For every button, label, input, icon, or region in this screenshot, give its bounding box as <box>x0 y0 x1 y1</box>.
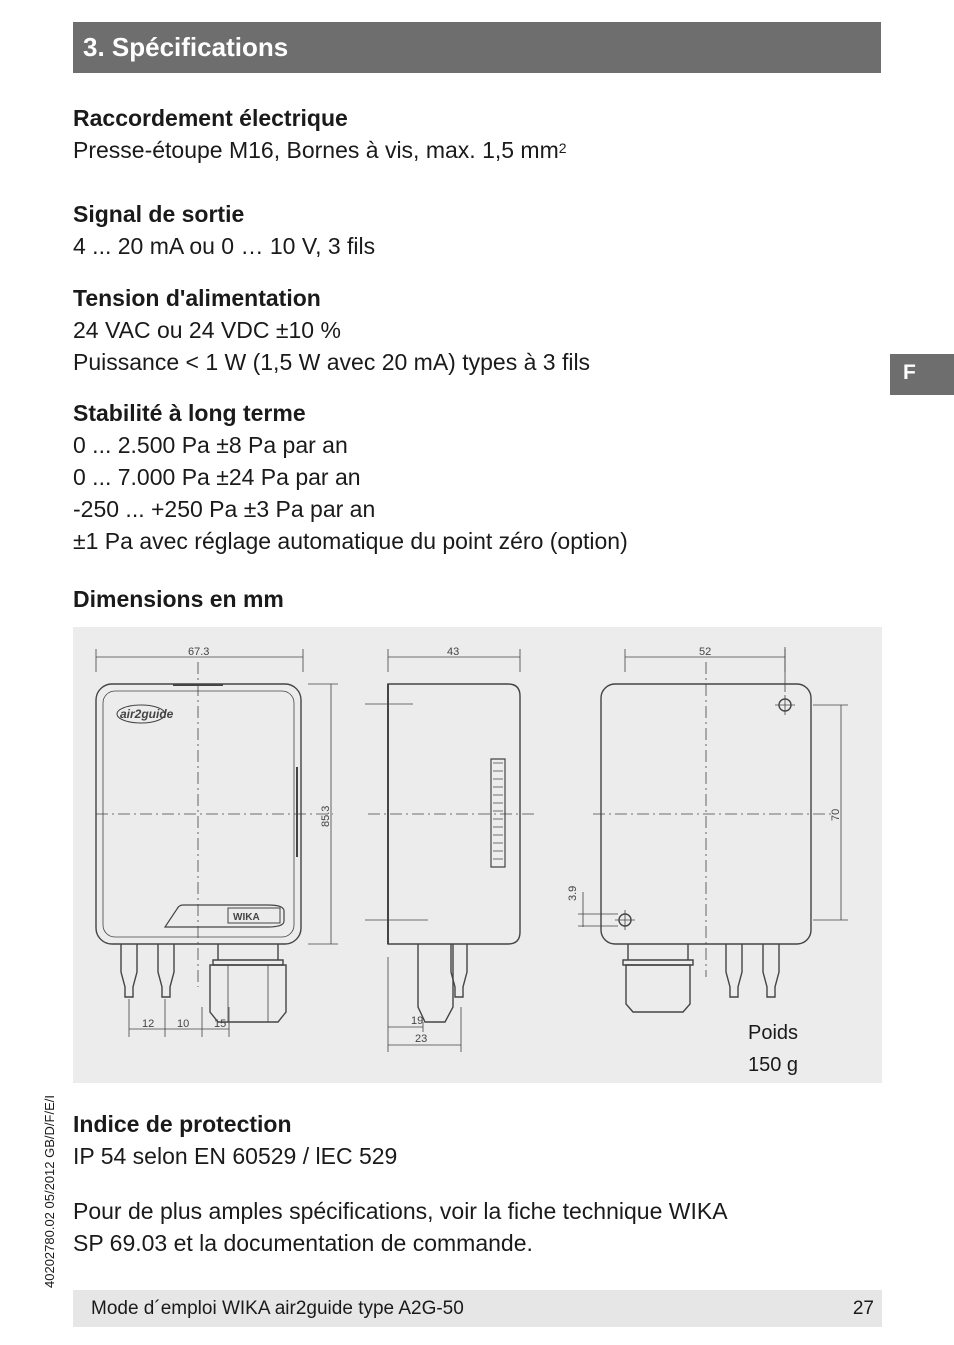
dim-label: 67.3 <box>188 646 210 658</box>
section-title: Signal de sortie <box>73 201 245 227</box>
dim-label: 23 <box>415 1033 428 1045</box>
technical-drawing <box>73 627 882 1083</box>
nozzle-left <box>121 944 137 997</box>
gland-thread <box>213 944 283 965</box>
section-line: SP 69.03 et la documentation de commande. <box>73 1230 533 1256</box>
section-header-bar <box>73 22 881 73</box>
dim-label: 19 <box>411 1015 424 1027</box>
section-line: -250 ... +250 Pa ±3 Pa par an <box>73 496 376 522</box>
footer-title: Mode d´emploi WIKA air2guide type A2G-50 <box>91 1298 464 1319</box>
weight-value: 150 g <box>748 1054 799 1076</box>
section-line: IP 54 selon EN 60529 / lEC 529 <box>73 1143 398 1169</box>
section-title: Raccordement électrique <box>73 105 348 131</box>
section-tension <box>73 282 863 378</box>
section-protection <box>73 1108 863 1172</box>
section-line: 0 ... 2.500 Pa ±8 Pa par an <box>73 432 348 458</box>
weight-info <box>748 1017 798 1081</box>
back-gland-nut <box>626 965 690 1012</box>
dim-offset <box>578 892 618 927</box>
section-title: Dimensions en mm <box>73 586 284 612</box>
section-line: Pour de plus amples spécifications, voir la fiche technique WIKA <box>73 1198 728 1224</box>
section-dimensions <box>73 583 863 615</box>
gland-nut <box>210 965 286 1022</box>
dim-label: 43 <box>447 646 460 658</box>
section-title: Indice de protection <box>73 1111 292 1137</box>
air2guide-logo: air2guide <box>120 707 174 721</box>
side-rib-lines <box>493 763 503 859</box>
side-gland <box>418 944 453 1022</box>
gland-facets <box>228 965 268 1022</box>
dim-label: 12 <box>142 1018 155 1030</box>
section-more-info <box>73 1195 863 1259</box>
language-tab <box>890 354 954 395</box>
section-title: Tension d'alimentation <box>73 285 321 311</box>
section-line: 0 ... 7.000 Pa ±24 Pa par an <box>73 464 361 490</box>
dim-label: 85.3 <box>320 805 332 827</box>
side-ref-lines <box>365 704 428 920</box>
dim-label: 3.9 <box>567 885 579 901</box>
dim-label: 70 <box>830 808 842 821</box>
section-title: Stabilité à long terme <box>73 400 306 426</box>
dim-label: 10 <box>177 1018 190 1030</box>
back-nozzle-right <box>763 944 779 997</box>
section-line: Puissance < 1 W (1,5 W avec 20 mA) types à 3 fils <box>73 349 591 375</box>
section-line <box>73 134 863 166</box>
front-cover <box>103 691 294 937</box>
document-code: 40202780.02 05/2012 GB/D/F/E/I <box>42 1095 57 1288</box>
section-line: 24 VAC ou 24 VDC ±10 % <box>73 317 341 343</box>
spec-text: Presse-étoupe M16, Bornes à vis, max. 1,5 mm <box>73 137 559 163</box>
page-title: 3. Spécifications <box>83 32 289 62</box>
page-number: 27 <box>852 1298 874 1319</box>
back-gland-thread <box>623 944 693 965</box>
superscript: 2 <box>558 140 567 156</box>
footer-bar <box>73 1290 882 1327</box>
nozzle-right <box>158 944 174 997</box>
section-line: ±1 Pa avec réglage automatique du point zéro (option) <box>73 528 628 554</box>
section-raccordement <box>73 102 863 166</box>
weight-label: Poids <box>748 1022 799 1044</box>
back-nozzle-left <box>726 944 742 997</box>
dim-label: 52 <box>699 646 712 658</box>
section-stabilite <box>73 397 863 557</box>
dimension-drawing <box>73 627 882 1083</box>
dim-height-back <box>785 647 848 920</box>
section-signal <box>73 198 863 262</box>
section-line: 4 ... 20 mA ou 0 … 10 V, 3 fils <box>73 233 376 259</box>
mount-hole-top-cross <box>775 695 795 715</box>
dim-label: 15 <box>214 1018 227 1030</box>
mount-hole-bottom-cross <box>615 910 635 930</box>
wika-logo: WIKA <box>233 912 260 923</box>
language-tab-label: F <box>903 361 916 384</box>
